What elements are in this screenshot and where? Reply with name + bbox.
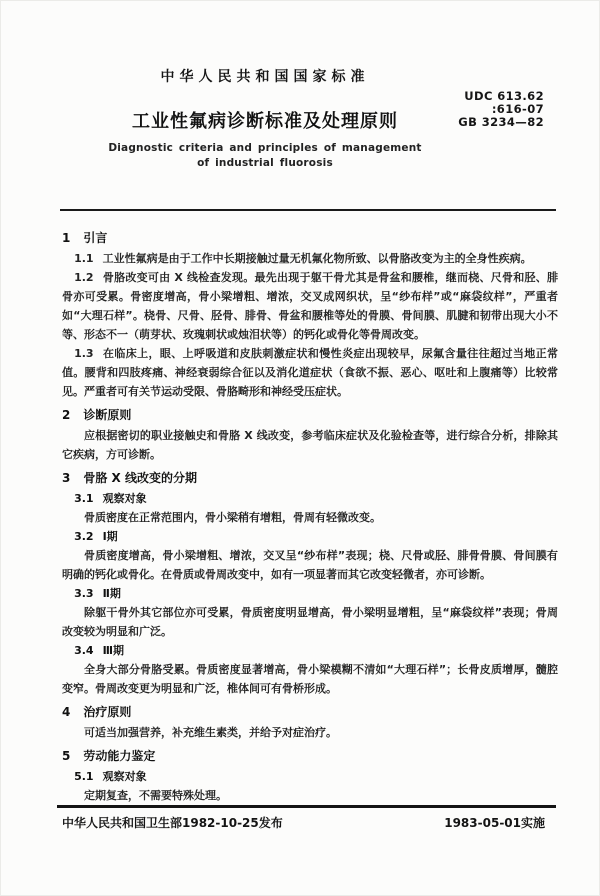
subsection-title: Ⅲ期	[102, 644, 124, 657]
subsection-heading-3-1	[62, 489, 558, 508]
clause-text: 工业性氟病是由于工作中长期接触过量无机氟化物所致、以骨胳改变为主的全身性疾病。	[102, 252, 532, 265]
subsection-number: 3.4	[74, 644, 94, 657]
section-number: 5	[62, 749, 71, 763]
section-4-paragraph: 可适当加强营养，补充维生素类，并给予对症治疗。	[84, 726, 337, 739]
clause-1-2	[62, 268, 558, 344]
subsection-5-1-paragraph: 定期复查，不需要特殊处理。	[84, 789, 227, 802]
issue-info: 中华人民共和国卫生部1982-10-25发布	[62, 816, 283, 830]
udc-code-line2: :616-07	[491, 102, 544, 116]
section-number: 2	[62, 408, 71, 422]
subsection-3-3-paragraph: 除躯干骨外其它部位亦可受累，骨质密度明显增高，骨小梁明显增粗，呈“麻袋纹样”表现；骨周改变较为明显和广泛。	[62, 606, 558, 638]
subsection-title: 观察对象	[102, 770, 147, 783]
section-heading-1	[62, 229, 558, 248]
header-divider	[60, 209, 556, 211]
section-heading-4	[62, 703, 558, 722]
standard-name: 中华人民共和国国家标准	[160, 69, 370, 85]
clause-1-3	[62, 344, 558, 401]
section-title: 劳动能力鉴定	[83, 749, 156, 763]
doc-title-en-line1: Diagnostic criteria and principles of management	[108, 142, 422, 154]
footer-divider	[57, 805, 556, 808]
subsection-title: Ⅱ期	[102, 587, 121, 600]
udc-code-line1: UDC 613.62	[464, 89, 544, 103]
standard-codes	[458, 90, 544, 129]
effective-info: 1983-05-01实施	[444, 816, 545, 830]
clause-1-1	[62, 249, 558, 268]
subsection-heading-5-1	[62, 767, 558, 786]
subsection-number: 3.2	[74, 530, 94, 543]
subsection-number: 3.3	[74, 587, 94, 600]
subsection-heading-3-4	[62, 641, 558, 660]
subsection-3-1-paragraph: 骨质密度在正常范围内，骨小梁稍有增粗，骨周有轻微改变。	[84, 511, 381, 524]
clause-text: 骨胳改变可由 X 线检查发现。最先出现于躯干骨尤其是骨盆和腰椎，继而桡、尺骨和胫、腓骨亦可受累。骨密度增高，骨小梁增粗、增浓，交叉成网织状，呈“纱布样”或“麻袋纹样”，严重者如“大理石样”。桡骨、尺骨、胫骨、腓骨、骨盆和腰椎等处的骨膜、骨间膜、肌腱和韧带出现大小不等、形态不一（萌芽状、玫瑰刺状或烛泪状等）的钙化或骨化等骨周改变。	[62, 271, 558, 341]
subsection-heading-3-2	[62, 527, 558, 546]
subsection-title: 观察对象	[102, 492, 147, 505]
document-header	[0, 0, 600, 210]
subsection-title: Ⅰ期	[102, 530, 118, 543]
section-heading-3	[62, 469, 558, 488]
subsection-heading-3-3	[62, 584, 558, 603]
header-title-block	[0, 66, 530, 169]
section-heading-2	[62, 406, 558, 425]
section-heading-5	[62, 747, 558, 766]
section-title: 骨胳 X 线改变的分期	[83, 471, 197, 485]
doc-title-en-line2: of industrial fluorosis	[197, 157, 333, 169]
document-footer	[62, 814, 545, 831]
doc-title: 工业性氟病诊断标准及处理原则	[132, 111, 398, 132]
section-number: 1	[62, 231, 71, 245]
section-number: 3	[62, 471, 71, 485]
subsection-3-4-paragraph: 全身大部分骨胳受累。骨质密度显著增高，骨小梁模糊不清如“大理石样”；长骨皮质增厚，髓腔变窄。骨周改变更为明显和广泛，椎体间可有骨桥形成。	[62, 663, 558, 695]
clause-text: 在临床上，眼、上呼吸道和皮肤刺激症状和慢性炎症出现较早，尿氟含量往往超过当地正常值。腰背和四肢疼痛、神经衰弱综合征以及消化道症状（食欲不振、恶心、呕吐和上腹痛等）比较常见。严重者可有关节运动受限、骨胳畸形和神经受压症状。	[62, 347, 558, 398]
subsection-number: 3.1	[74, 492, 94, 505]
document-body	[62, 224, 558, 806]
section-title: 治疗原则	[83, 705, 132, 719]
clause-number: 1.1	[74, 252, 94, 265]
section-title: 引言	[83, 231, 108, 245]
section-2-paragraph: 应根据密切的职业接触史和骨胳 X 线改变，参考临床症状及化验检查等，进行综合分析，排除其它疾病，方可诊断。	[62, 429, 558, 461]
subsection-3-2-paragraph: 骨质密度增高，骨小梁增粗、增浓，交叉呈“纱布样”表现；桡、尺骨或胫、腓骨骨膜、骨间膜有明确的钙化或骨化。在骨质或骨周改变中，如有一项显著而其它改变轻微者，亦可诊断。	[62, 549, 558, 581]
gb-code: GB 3234—82	[458, 115, 544, 129]
section-title: 诊断原则	[83, 408, 132, 422]
subsection-number: 5.1	[74, 770, 94, 783]
section-number: 4	[62, 705, 71, 719]
clause-number: 1.3	[74, 347, 94, 360]
clause-number: 1.2	[74, 271, 94, 284]
